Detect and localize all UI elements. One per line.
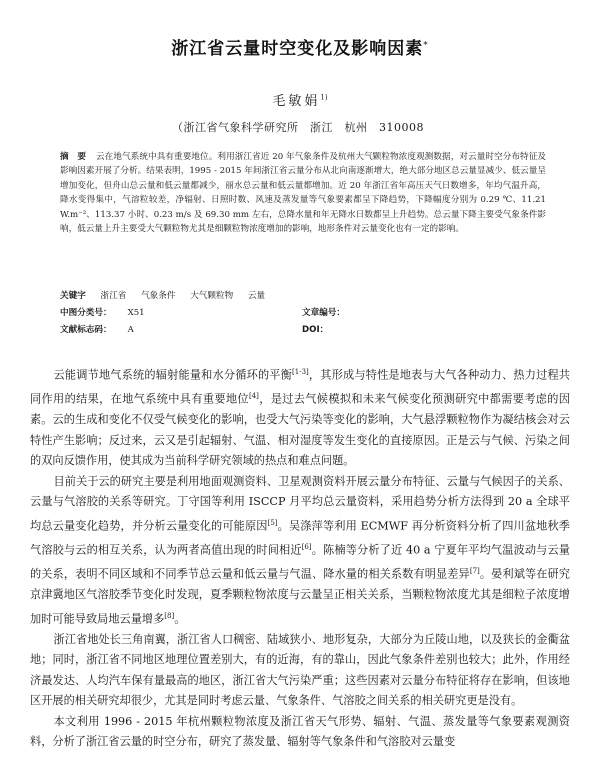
body-paragraph xyxy=(30,712,570,753)
affiliation: （浙江省气象科学研究所 浙江 杭州 310008 xyxy=(172,121,424,134)
keyword: 云量 xyxy=(247,291,266,301)
article-number xyxy=(302,306,361,318)
author-name: 毛敏娟 xyxy=(272,94,321,109)
body-text-run: 云能调节地气系统的辐射能量和水分循环的平衡 xyxy=(53,368,293,382)
citation-mark: [6] xyxy=(301,542,312,551)
body-text xyxy=(30,362,570,753)
body-text-run: 。晏利斌等在研究京津冀地区气溶胶季节变化时发现，夏季颗粒物浓度与云量呈正相关关系，当颗粒物浓度尤其是细粒子浓度增加时可能导致局地云量增多 xyxy=(30,567,570,626)
body-text-run: 。陈楠等分析了近 40 a 宁夏年平均气温波动与云量的关系，表明不同区域和不同季节总云量和低云量与气温、降水量的相关系数有明显差异 xyxy=(30,543,570,581)
body-paragraph xyxy=(30,362,570,472)
document-code-label: 文献标志码： xyxy=(60,325,112,335)
citation-mark: [8] xyxy=(164,611,175,620)
doi-label: DOI： xyxy=(302,325,329,335)
title-footnote-mark: * xyxy=(423,40,429,51)
abstract-label: 摘 要 xyxy=(60,152,87,162)
body-text-run: 。吴涤萍等利用 ECMWF 再分析资料分析了四川盆地秋季气溶胶与云的相互关系，认为两者高值出现的时间相近 xyxy=(30,519,570,557)
paper-title xyxy=(0,34,600,59)
author-line xyxy=(0,90,600,109)
abstract xyxy=(60,150,546,236)
citation-mark: [1-3] xyxy=(292,368,309,376)
title-text: 浙江省云量时空变化及影响因素 xyxy=(171,39,424,59)
body-text-run: ，其形成与特性是地表与大气各种动力、热力过程共同作用的结果，在地气系统中具有重要地位 xyxy=(30,368,570,406)
abstract-text: 云在地气系统中具有重要地位。利用浙江省近 20 年气象条件及杭州大气颗粒物浓度观测数据，对云量时空分布特征及影响因素开展了分析。结果表明，1995 - 2015 年间浙江省云量分布从北向南逐渐增大，绝大部分地区总云量显减少、低云量呈增加变化，但舟山总云量和低云量都减少，丽水总云量和低云量都增加。近 20 年浙江省年高压天气日数增多，年均气温升高，降水变得集中，气溶粒较差，净辐射、日照时数、风速及蒸发量等气象要素都呈下降趋势，下降幅度分别为 0.29 ℃、11.21 W.m⁻²、113.37 小时、0.23 m/s 及 69.30 mm 左右，总降水量和年无降水日数都呈上升趋势。总云量下降主要受气象条件影响，低云量上升主要受大气颗粒物尤其是细颗粒物浓度增加的影响，地形条件对云量变化也有一定的影响。 xyxy=(60,152,546,235)
body-text-run: 目前关于云的研究主要是利用地面观测资料、卫星观测资料开展云量分布特征、云量与气候因子的关系、云量与气溶胶的关系等研究。丁守国等利用 ISCCP 月平均总云量资料，采用趋势分析方法得到 20 a 全球平均总云量变化趋势，并分析云量变化的可能原因 xyxy=(30,474,570,533)
body-text-run: 。 xyxy=(174,612,186,626)
body-text-run: 浙江省地处长三角南翼，浙江省人口稠密、陆域狭小、地形复杂，大部分为丘陵山地，以及狭长的金衢盆地；同时，浙江省不同地区地理位置差别大，有的近海，有的靠山，因此气象条件差别也较大；此外，作用经济最发达、人均汽车保有量最高的地区，浙江省大气污染严重；这些因素对云量分布特征将存在影响，但该地区开展的相关研究却很少，尤其是同时考虑云量、气象条件、气溶胶之间关系的相关研究更是没有。 xyxy=(30,633,570,708)
author-footnote-mark: 1) xyxy=(320,93,328,102)
keywords-label: 关键字 xyxy=(60,291,86,301)
keyword: 气象条件 xyxy=(141,291,176,301)
article-number-label: 文章编号： xyxy=(302,308,345,318)
clc-value: X51 xyxy=(127,308,145,318)
keyword: 浙江省 xyxy=(100,291,127,301)
body-paragraph xyxy=(30,630,570,712)
clc-number xyxy=(60,306,145,318)
doi xyxy=(302,323,344,335)
clc-label: 中图分类号： xyxy=(60,308,112,318)
document-code xyxy=(60,323,134,335)
citation-mark: [7] xyxy=(469,566,480,575)
body-paragraph xyxy=(30,472,570,630)
body-text-run: 本文利用 1996 - 2015 年杭州颗粒物浓度及浙江省天气形势、辐射、气温、蒸发量等气象要素观测资料，分析了浙江省云量的时空分布，研究了蒸发量、辐射等气象条件和气溶胶对云量变 xyxy=(30,715,570,749)
citation-mark: [4] xyxy=(248,392,259,401)
body-text-run: ，是过去气候模拟和未来气候变化预测研究中都需要考虑的因素。云的生成和变化不仅受气候变化的影响，也受大气污染等变化的影响，大气悬浮颗粒物作为凝结核会对云特性产生影响；反过来，云又是引起辐射、气温、相对湿度等发生变化的直接原因。正是云与气候、污染之间的双向反馈作用，使其成为当前科学研究领域的热点和难点问题。 xyxy=(30,392,570,468)
keyword: 大气颗粒物 xyxy=(190,291,234,301)
keywords xyxy=(60,289,265,301)
document-code-value: A xyxy=(127,325,134,335)
citation-mark: [5] xyxy=(267,518,278,527)
